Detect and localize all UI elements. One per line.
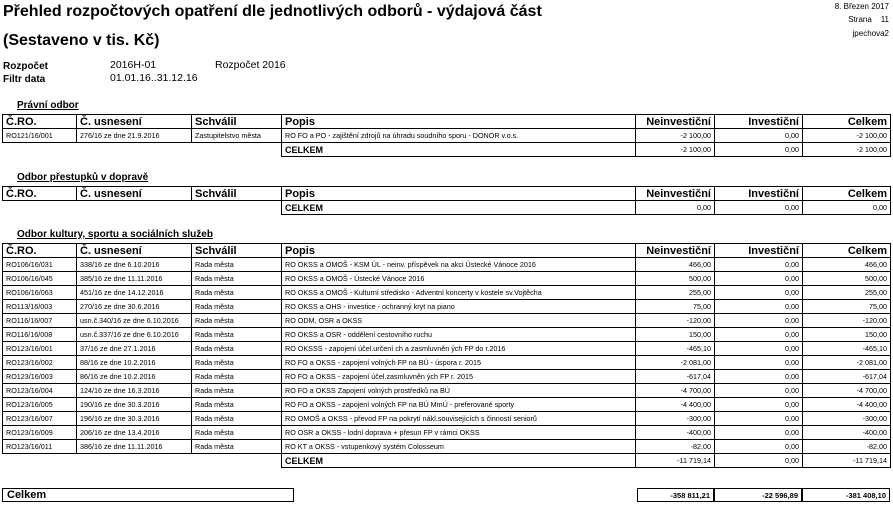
section-total-non-investment: -11 719,14 xyxy=(636,454,715,468)
empty-cell xyxy=(3,201,77,215)
col-header-non-investment: Neinvestiční xyxy=(636,187,715,201)
grand-total-label-box xyxy=(2,488,294,502)
col-header-total: Celkem xyxy=(803,244,891,258)
cell-non-investment: -2 100,00 xyxy=(636,129,715,143)
table-row xyxy=(3,314,891,328)
section-name: Právní odbor xyxy=(17,100,79,111)
cell-non-investment: 75,00 xyxy=(636,300,715,314)
cell-investment: 0,00 xyxy=(715,440,803,454)
cell-total: -82,00 xyxy=(803,440,891,454)
grand-total-investment-box xyxy=(714,488,802,502)
col-header-resolution: Č. usnesení xyxy=(77,187,192,201)
section-total-investment: 0,00 xyxy=(715,201,803,215)
cell-cro: RO116/16/008 xyxy=(3,328,77,342)
cell-non-investment: -300,00 xyxy=(636,412,715,426)
cell-investment: 0,00 xyxy=(715,272,803,286)
cell-approved-by: Rada města xyxy=(192,426,282,440)
cell-approved-by: Rada města xyxy=(192,300,282,314)
section-table xyxy=(2,243,891,468)
section-total-total: 0,00 xyxy=(803,201,891,215)
table-row xyxy=(3,272,891,286)
table-row xyxy=(3,342,891,356)
cell-description: RO FO a PO - zajištění zdrojů na úhradu soudního sporu - DONOR v.o.s. xyxy=(282,129,636,143)
col-header-total: Celkem xyxy=(803,187,891,201)
empty-cell xyxy=(3,143,77,157)
col-header-cro: Č.RO. xyxy=(3,115,77,129)
cell-cro: RO123/16/001 xyxy=(3,342,77,356)
cell-total: 75,00 xyxy=(803,300,891,314)
cell-resolution: 276/16 ze dne 21.9.2016 xyxy=(77,129,192,143)
report-date: 8. Březen 2017 xyxy=(834,2,889,11)
col-header-non-investment: Neinvestiční xyxy=(636,244,715,258)
cell-total: -617,04 xyxy=(803,370,891,384)
section-total-investment: 0,00 xyxy=(715,454,803,468)
cell-resolution: 196/16 ze dne 30.3.2016 xyxy=(77,412,192,426)
empty-cell xyxy=(192,143,282,157)
cell-non-investment: -120,00 xyxy=(636,314,715,328)
cell-investment: 0,00 xyxy=(715,370,803,384)
cell-cro: RO123/16/002 xyxy=(3,356,77,370)
col-header-approved-by: Schválil xyxy=(192,115,282,129)
cell-approved-by: Rada města xyxy=(192,342,282,356)
cell-description: RO OMOŠ a OKSS - převod FP na pokrytí nákl.souvisejících s činností seniorů xyxy=(282,412,636,426)
cell-cro: RO123/16/005 xyxy=(3,398,77,412)
report-subtitle: (Sestaveno v tis. Kč) xyxy=(3,32,160,49)
cell-description: RO FO a OKSS - zapojení účel.zasmluvněn ých FP r. 2015 xyxy=(282,370,636,384)
report-title: Přehled rozpočtových opatření dle jednotlivých odborů - výdajová část xyxy=(3,3,542,20)
cell-investment: 0,00 xyxy=(715,398,803,412)
table-row xyxy=(3,356,891,370)
cell-resolution: 206/16 ze dne 13.4.2016 xyxy=(77,426,192,440)
cell-cro: RO106/16/031 xyxy=(3,258,77,272)
cell-approved-by: Rada města xyxy=(192,370,282,384)
cell-approved-by: Rada města xyxy=(192,356,282,370)
table-row xyxy=(3,328,891,342)
table-row xyxy=(3,384,891,398)
cell-total: 500,00 xyxy=(803,272,891,286)
cell-resolution: 385/16 ze dne 11.11.2016 xyxy=(77,272,192,286)
page-indicator xyxy=(848,15,889,24)
cell-non-investment: -617,04 xyxy=(636,370,715,384)
section-name: Odbor přestupků v dopravě xyxy=(17,172,149,183)
col-header-total: Celkem xyxy=(803,115,891,129)
table-row xyxy=(3,412,891,426)
cell-non-investment: -82,00 xyxy=(636,440,715,454)
cell-description: RO OKSS a OMOŠ - KSM ÚL - neinv. příspěvek na akci Ústecké Vánoce 2016 xyxy=(282,258,636,272)
col-header-description: Popis xyxy=(282,115,636,129)
page-number: 11 xyxy=(880,15,889,24)
cell-resolution: 88/16 ze dne 10.2.2016 xyxy=(77,356,192,370)
col-header-cro: Č.RO. xyxy=(3,187,77,201)
cell-investment: 0,00 xyxy=(715,314,803,328)
cell-approved-by: Rada města xyxy=(192,384,282,398)
cell-resolution: 270/16 ze dne 30.6.2016 xyxy=(77,300,192,314)
cell-total: -4 400,00 xyxy=(803,398,891,412)
cell-non-investment: -465,10 xyxy=(636,342,715,356)
cell-investment: 0,00 xyxy=(715,300,803,314)
cell-investment: 0,00 xyxy=(715,426,803,440)
cell-non-investment: 500,00 xyxy=(636,272,715,286)
section-table xyxy=(2,114,891,157)
cell-approved-by: Rada města xyxy=(192,328,282,342)
col-header-resolution: Č. usnesení xyxy=(77,115,192,129)
table-row xyxy=(3,398,891,412)
col-header-cro: Č.RO. xyxy=(3,244,77,258)
cell-investment: 0,00 xyxy=(715,356,803,370)
col-header-resolution: Č. usnesení xyxy=(77,244,192,258)
cell-total: -2 100,00 xyxy=(803,129,891,143)
cell-cro: RO123/16/009 xyxy=(3,426,77,440)
cell-description: RO FO a OKSS Zapojení volných prostředků na BÚ xyxy=(282,384,636,398)
cell-total: -300,00 xyxy=(803,412,891,426)
user-name: jpechova2 xyxy=(852,29,889,38)
empty-cell xyxy=(3,454,77,468)
cell-cro: RO116/16/007 xyxy=(3,314,77,328)
cell-non-investment: -2 081,00 xyxy=(636,356,715,370)
cell-total: -120,00 xyxy=(803,314,891,328)
cell-approved-by: Rada města xyxy=(192,286,282,300)
cell-cro: RO123/16/003 xyxy=(3,370,77,384)
cell-cro: RO123/16/004 xyxy=(3,384,77,398)
cell-cro: RO123/16/011 xyxy=(3,440,77,454)
cell-resolution: 86/16 ze dne 10.2.2016 xyxy=(77,370,192,384)
filter-label: Filtr data xyxy=(3,74,46,85)
section-total-non-investment: -2 100,00 xyxy=(636,143,715,157)
cell-approved-by: Rada města xyxy=(192,314,282,328)
col-header-description: Popis xyxy=(282,244,636,258)
cell-approved-by: Rada města xyxy=(192,272,282,286)
table-row xyxy=(3,258,891,272)
grand-total-investment: -22 596,89 xyxy=(762,491,798,500)
cell-description: RO ODM, OSR a OKSS xyxy=(282,314,636,328)
cell-approved-by: Rada města xyxy=(192,440,282,454)
cell-resolution: 386/16 ze dne 11.11.2016 xyxy=(77,440,192,454)
table-row xyxy=(3,129,891,143)
empty-cell xyxy=(77,201,192,215)
section-table xyxy=(2,186,891,215)
cell-description: RO OKSS a OMOŠ - Ústecké Vánoce 2016 xyxy=(282,272,636,286)
table-row xyxy=(3,286,891,300)
col-header-approved-by: Schválil xyxy=(192,244,282,258)
empty-cell xyxy=(77,143,192,157)
table-row xyxy=(3,370,891,384)
cell-description: RO OKSS a OSR - oddělení cestovního ruchu xyxy=(282,328,636,342)
cell-description: RO OKSSS - zapojení účel.určení ch a zasmluvněn ých FP do r.2016 xyxy=(282,342,636,356)
cell-total: -2 081,00 xyxy=(803,356,891,370)
col-header-approved-by: Schválil xyxy=(192,187,282,201)
grand-total-total-box xyxy=(802,488,890,502)
page-label: Strana xyxy=(848,15,872,24)
cell-description: RO OKSS a OHS - investice - ochranný kryt na piano xyxy=(282,300,636,314)
col-header-non-investment: Neinvestiční xyxy=(636,115,715,129)
cell-approved-by: Zastupitelstvo města xyxy=(192,129,282,143)
cell-total: -400,00 xyxy=(803,426,891,440)
cell-description: RO OSR a OKSS - lodní doprava + přesun FP v rámci OKSS xyxy=(282,426,636,440)
cell-non-investment: 466,00 xyxy=(636,258,715,272)
cell-cro: RO113/16/003 xyxy=(3,300,77,314)
section-total-label: CELKEM xyxy=(282,201,636,215)
cell-total: 150,00 xyxy=(803,328,891,342)
cell-investment: 0,00 xyxy=(715,342,803,356)
cell-resolution: 124/16 ze dne 16.3.2016 xyxy=(77,384,192,398)
section-total-investment: 0,00 xyxy=(715,143,803,157)
cell-cro: RO123/16/007 xyxy=(3,412,77,426)
table-row xyxy=(3,440,891,454)
cell-resolution: 451/16 ze dne 14.12.2016 xyxy=(77,286,192,300)
cell-resolution: usn.č.337/16 ze dne 6.10.2016 xyxy=(77,328,192,342)
cell-resolution: 190/16 ze dne 30.3.2016 xyxy=(77,398,192,412)
col-header-investment: Investiční xyxy=(715,115,803,129)
cell-resolution: 338/16 ze dne 6.10.2016 xyxy=(77,258,192,272)
cell-approved-by: Rada města xyxy=(192,258,282,272)
cell-resolution: usn.č.340/16 ze dne 6.10.2016 xyxy=(77,314,192,328)
section-total-label: CELKEM xyxy=(282,454,636,468)
cell-non-investment: 255,00 xyxy=(636,286,715,300)
grand-total-non-investment: -358 811,21 xyxy=(670,491,710,500)
section-name: Odbor kultury, sportu a sociálních služeb xyxy=(17,229,213,240)
grand-total-non-investment-box xyxy=(637,488,714,502)
cell-investment: 0,00 xyxy=(715,286,803,300)
cell-cro: RO106/16/045 xyxy=(3,272,77,286)
grand-total-label: Celkem xyxy=(7,489,47,501)
cell-total: -465,10 xyxy=(803,342,891,356)
section-total-row xyxy=(3,201,891,215)
cell-description: RO FO a OKSS - zapojení volných FP na BÚ - úspora r. 2015 xyxy=(282,356,636,370)
section-total-row xyxy=(3,143,891,157)
section-total-label: CELKEM xyxy=(282,143,636,157)
table-header-row xyxy=(3,244,891,258)
cell-approved-by: Rada města xyxy=(192,412,282,426)
cell-description: RO FO a OKSS - zapojení volných FP na BÚ MmÚ - preferované sporty xyxy=(282,398,636,412)
cell-total: -4 700,00 xyxy=(803,384,891,398)
budget-code: 2016H-01 xyxy=(110,59,157,71)
table-header-row xyxy=(3,187,891,201)
cell-total: 466,00 xyxy=(803,258,891,272)
cell-description: RO OKSS a OMOŠ - Kulturní středisko - Adventní koncerty v kostele sv.Vojtěcha xyxy=(282,286,636,300)
cell-non-investment: -400,00 xyxy=(636,426,715,440)
cell-cro: RO121/16/001 xyxy=(3,129,77,143)
cell-investment: 0,00 xyxy=(715,384,803,398)
cell-investment: 0,00 xyxy=(715,412,803,426)
table-row xyxy=(3,426,891,440)
cell-investment: 0,00 xyxy=(715,328,803,342)
cell-non-investment: -4 400,00 xyxy=(636,398,715,412)
cell-resolution: 37/16 ze dne 27.1.2016 xyxy=(77,342,192,356)
cell-cro: RO106/16/063 xyxy=(3,286,77,300)
cell-investment: 0,00 xyxy=(715,258,803,272)
cell-investment: 0,00 xyxy=(715,129,803,143)
empty-cell xyxy=(192,454,282,468)
cell-non-investment: -4 700,00 xyxy=(636,384,715,398)
budget-name: Rozpočet 2016 xyxy=(215,59,286,71)
col-header-investment: Investiční xyxy=(715,187,803,201)
empty-cell xyxy=(77,454,192,468)
cell-non-investment: 150,00 xyxy=(636,328,715,342)
grand-total-total: -381 408,10 xyxy=(845,491,886,500)
col-header-investment: Investiční xyxy=(715,244,803,258)
table-row xyxy=(3,300,891,314)
section-total-non-investment: 0,00 xyxy=(636,201,715,215)
cell-total: 255,00 xyxy=(803,286,891,300)
budget-label: Rozpočet xyxy=(3,61,48,72)
col-header-description: Popis xyxy=(282,187,636,201)
section-total-total: -2 100,00 xyxy=(803,143,891,157)
table-header-row xyxy=(3,115,891,129)
filter-value: 01.01.16..31.12.16 xyxy=(110,72,198,84)
empty-cell xyxy=(192,201,282,215)
section-total-total: -11 719,14 xyxy=(803,454,891,468)
cell-approved-by: Rada města xyxy=(192,398,282,412)
cell-description: RO KT a OKSS - vstupenkový systém Colosseum xyxy=(282,440,636,454)
section-total-row xyxy=(3,454,891,468)
